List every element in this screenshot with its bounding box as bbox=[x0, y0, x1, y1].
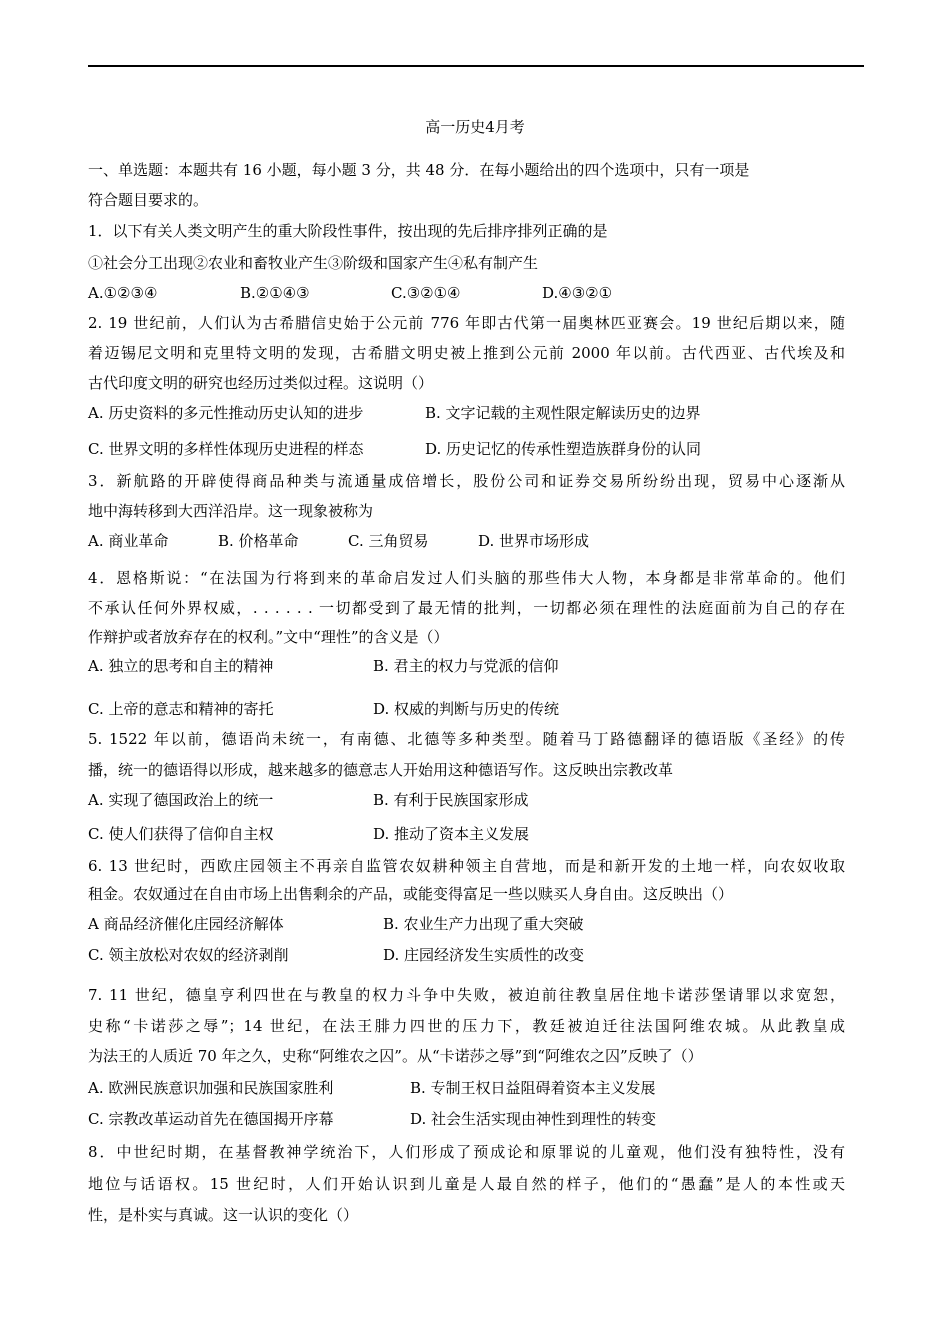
question-5-stem: 5. 1522 年以前，德语尚未统一，有南德、北德等多种类型。随着马丁路德翻译的德语版《圣经》的传 bbox=[88, 730, 845, 748]
question-2-option-a: A. 历史资料的多元性推动历史认知的进步 bbox=[88, 404, 364, 422]
question-6-option-c: C. 领主放松对农奴的经济剥削 bbox=[88, 946, 289, 964]
question-4-option-c: C. 上帝的意志和精神的寄托 bbox=[88, 700, 274, 718]
question-8-stem: 8．中世纪时期，在基督教神学统治下，人们形成了预成论和原罪说的儿童观，他们没有独特性，没有 bbox=[88, 1143, 845, 1161]
question-7-stem: 为法王的人质近 70 年之久，史称“阿维农之囚”。从“卡诺莎之辱”到“阿维农之囚”反映了（） bbox=[88, 1047, 703, 1065]
question-2-stem: 着迈锡尼文明和克里特文明的发现，古希腊文明史被上推到公元前 2000 年以前。古代西亚、古代埃及和 bbox=[88, 344, 845, 362]
section-instructions: 一、单选题：本题共有 16 小题，每小题 3 分，共 48 分．在每小题给出的四个选项中，只有一项是 bbox=[88, 161, 750, 179]
question-8-stem: 性，是朴实与真诚。这一认识的变化（） bbox=[88, 1206, 359, 1224]
question-2-option-d: D. 历史记忆的传承性塑造族群身份的认同 bbox=[425, 440, 702, 458]
section-instructions-cont: 符合题目要求的。 bbox=[88, 191, 209, 209]
question-4-option-b: B. 君主的权力与党派的信仰 bbox=[373, 657, 559, 675]
question-3-stem: 3．新航路的开辟使得商品种类与流通量成倍增长，股份公司和证券交易所纷纷出现，贸易中心逐渐从 bbox=[88, 472, 845, 490]
question-6-stem: 租金。农奴通过在自由市场上出售剩余的产品，或能变得富足一些以赎买人身自由。这反映出（） bbox=[88, 885, 734, 903]
question-1-option-c: C.③②①④ bbox=[391, 284, 461, 302]
question-7-option-b: B. 专制王权日益阻碍着资本主义发展 bbox=[410, 1079, 656, 1097]
question-8-stem: 地位与话语权。15 世纪时，人们开始认识到儿童是人最自然的样子，他们的“愚蠢”是人的本性或天 bbox=[88, 1175, 845, 1193]
question-6-stem: 6. 13 世纪时，西欧庄园领主不再亲自监管农奴耕种领主自营地，而是和新开发的土地一样，向农奴收取 bbox=[88, 857, 845, 875]
question-6-option-a: A 商品经济催化庄园经济解体 bbox=[88, 915, 284, 933]
question-4-option-a: A. 独立的思考和自主的精神 bbox=[88, 657, 274, 675]
question-1-option-b: B.②①④③ bbox=[240, 284, 310, 302]
question-6-option-b: B. 农业生产力出现了重大突破 bbox=[383, 915, 584, 933]
question-7-stem: 史称“卡诺莎之辱”；14 世纪，在法王腓力四世的压力下，教廷被迫迁往法国阿维农城。从此教皇成 bbox=[88, 1017, 845, 1035]
question-7-option-c: C. 宗教改革运动首先在德国揭开序幕 bbox=[88, 1110, 334, 1128]
question-2-option-c: C. 世界文明的多样性体现历史进程的样态 bbox=[88, 440, 364, 458]
question-1-stem: 1．以下有关人类文明产生的重大阶段性事件，按出现的先后排序排列正确的是 bbox=[88, 222, 608, 240]
question-5-option-d: D. 推动了资本主义发展 bbox=[373, 825, 530, 843]
question-2-stem: 古代印度文明的研究也经历过类似过程。这说明（） bbox=[88, 374, 434, 392]
question-4-stem: 4．恩格斯说：“在法国为行将到来的革命启发过人们头脑的那些伟大人物，本身都是非常革命的。他们 bbox=[88, 569, 845, 587]
question-3-stem: 地中海转移到大西洋沿岸。这一现象被称为 bbox=[88, 502, 374, 520]
question-5-option-c: C. 使人们获得了信仰自主权 bbox=[88, 825, 274, 843]
question-4-stem: 不承认任何外界权威，. . . . . . 一切都受到了最无情的批判，一切都必须在理性的法庭面前为自己的存在 bbox=[88, 599, 845, 617]
question-5-option-b: B. 有利于民族国家形成 bbox=[373, 791, 529, 809]
question-3-option-d: D. 世界市场形成 bbox=[478, 532, 590, 550]
question-5-option-a: A. 实现了德国政治上的统一 bbox=[88, 791, 274, 809]
question-4-option-d: D. 权威的判断与历史的传统 bbox=[373, 700, 560, 718]
question-7-option-d: D. 社会生活实现由神性到理性的转变 bbox=[410, 1110, 657, 1128]
question-1-stem: ①社会分工出现②农业和畜牧业产生③阶级和国家产生④私有制产生 bbox=[88, 254, 539, 272]
question-2-option-b: B. 文字记载的主观性限定解读历史的边界 bbox=[425, 404, 701, 422]
question-2-stem: 2. 19 世纪前，人们认为古希腊信史始于公元前 776 年即古代第一届奥林匹亚赛会。19 世纪后期以来，随 bbox=[88, 314, 845, 332]
question-6-option-d: D. 庄园经济发生实质性的改变 bbox=[383, 946, 585, 964]
header-rule bbox=[88, 65, 864, 67]
question-1-option-a: A.①②③④ bbox=[88, 284, 158, 302]
question-3-option-c: C. 三角贸易 bbox=[348, 532, 429, 550]
question-7-stem: 7. 11 世纪，德皇亨利四世在与教皇的权力斗争中失败，被迫前往教皇居住地卡诺莎堡请罪以求宽恕， bbox=[88, 986, 845, 1004]
question-5-stem: 播，统一的德语得以形成，越来越多的德意志人开始用这种德语写作。这反映出宗教改革 bbox=[88, 761, 674, 779]
question-3-option-b: B. 价格革命 bbox=[218, 532, 299, 550]
page-title: 高一历史4月考 bbox=[425, 118, 525, 136]
question-1-option-d: D.④③②① bbox=[542, 284, 613, 302]
question-4-stem: 作辩护或者放弃存在的权利。”文中“理性”的含义是（） bbox=[88, 628, 449, 646]
question-3-option-a: A. 商业革命 bbox=[88, 532, 169, 550]
question-7-option-a: A. 欧洲民族意识加强和民族国家胜利 bbox=[88, 1079, 334, 1097]
